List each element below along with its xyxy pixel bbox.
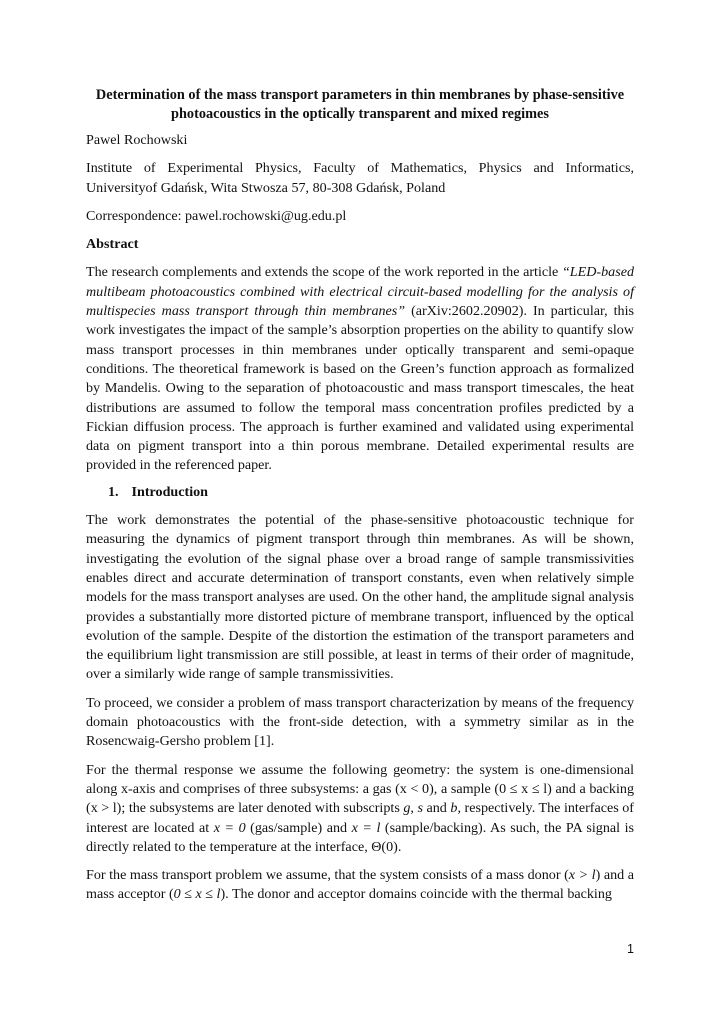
text-run: (gas/sample) and — [245, 819, 352, 836]
abstract-part-2: (arXiv:2602.20902). In particular, this work investigates the impact of the sample’s absorption properties on the ability to quantify slow mass transport processes in thin membranes under optically transparent and semi-opaque conditions. The theoretical framework is based on the Green’s function approach as formalized by Mandelis. Owing to the separation of photoacoustic and mass transport timescales, the heat distributions are assumed to follow the temporal mass concentration profiles predicted by a Fickian diffusion process. The approach is further examined and validated using experimental data on pigment transport into a thin porous membrane. Detailed experimental results are provided in the referenced paper. — [86, 303, 634, 474]
section-heading-introduction — [86, 483, 634, 502]
correspondence: Correspondence: pawel.rochowski@ug.edu.pl — [86, 207, 347, 224]
text-run: ). The donor and acceptor domains coincide with the thermal backing — [220, 886, 612, 903]
subscript-symbol: g — [403, 800, 411, 817]
text-run: , — [410, 800, 418, 817]
intro-paragraph-3 — [86, 761, 634, 857]
subscript-symbol: s — [417, 800, 423, 817]
author-name: Pawel Rochowski — [86, 132, 188, 148]
subscript-symbol: b — [450, 800, 458, 817]
page-number: 1 — [627, 942, 634, 956]
text-run: ) and a mass acceptor ( — [86, 867, 634, 903]
math-inline: 0 ≤ x ≤ l — [173, 886, 221, 903]
math-inline: x = 0 — [213, 819, 246, 836]
text-run: (sample/backing). As such, the PA signal is directly related to the temperature at the interface, — [86, 819, 634, 855]
affiliation: Institute of Experimental Physics, Faculty of Mathematics, Physics and Informatics, Universityof Gdańsk, Wita Stwosza 57, 80-308 Gdańsk, Poland — [86, 160, 634, 196]
text-run: . — [397, 838, 402, 855]
abstract-part-1: The research complements and extends the scope of the work reported in the article — [86, 264, 562, 281]
intro-paragraph-2: To proceed, we consider a problem of mass transport characterization by means of the frequency domain photoacoustics with the front-side detection, with a symmetry similar as in the Rosencwaig-Gersho problem [1]. — [86, 694, 634, 750]
paper-title: Determination of the mass transport parameters in thin membranes by phase-sensitive photoacoustics in the optically transparent and mixed regimes — [95, 87, 625, 122]
text-run: and — [422, 800, 451, 817]
abstract-text — [86, 263, 634, 475]
referenced-article-title: “LED-based multibeam photoacoustics combined with electrical circuit-based modelling for the analysis of multispecies mass transport through thin membranes” — [86, 264, 634, 320]
math-inline: x = l — [351, 819, 381, 836]
math-inline: Θ(0) — [371, 838, 398, 855]
text-run: For the mass transport problem we assume, that the system consists of a mass donor ( — [86, 867, 569, 884]
intro-paragraph-1: The work demonstrates the potential of the phase-sensitive photoacoustic technique for measuring the dynamics of pigment transport through thin membranes. As will be shown, investigating the evolution of the signal phase over a broad range of sample transmissivities enables direct and accurate determination of transport constants, even when relatively simple models for the mass transport analyses are used. On the other hand, the amplitude signal analysis provides a substantially more distorted picture of membrane transport, influenced by the optical evolution of the sample. Despite of the distortion the estimation of the transport parameters and the equilibrium light transmission are still possible, at least in terms of their order of magnitude, over a similarly wide range of sample transmissivities. — [86, 512, 634, 683]
math-inline: x > l — [568, 867, 596, 884]
section-number: 1. — [108, 483, 119, 500]
abstract-heading: Abstract — [86, 236, 139, 253]
text-run: , respectively. The interfaces of interest are located at — [86, 800, 635, 836]
section-title: Introduction — [131, 483, 209, 500]
text-run: For the thermal response we assume the following geometry: the system is one-dimensional along x-axis and comprises of three subsystems: a gas (x < 0), a sample (0 ≤ x ≤ l) and a backing (x > l); the subsystems are later denoted with subscripts — [86, 761, 634, 817]
intro-paragraph-4 — [86, 866, 634, 905]
